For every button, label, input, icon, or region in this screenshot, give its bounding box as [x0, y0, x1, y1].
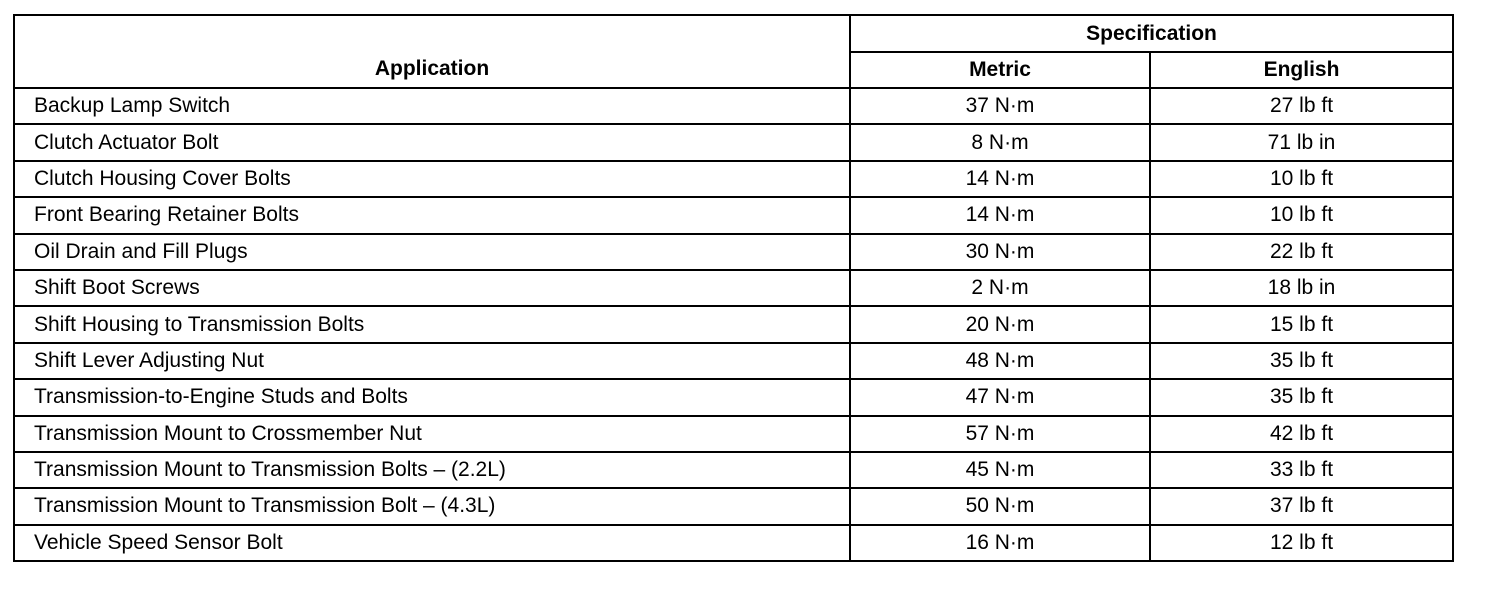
application-cell: Backup Lamp Switch	[14, 88, 850, 124]
english-value-cell: 33 lb ft	[1150, 452, 1453, 488]
application-cell: Transmission-to-Engine Studs and Bolts	[14, 379, 850, 415]
metric-value-cell: 8 N·m	[850, 124, 1150, 160]
table-row	[14, 488, 1453, 524]
application-cell: Transmission Mount to Transmission Bolt – (4.3L)	[14, 488, 850, 524]
english-value-cell: 18 lb in	[1150, 270, 1453, 306]
english-value-cell: 37 lb ft	[1150, 488, 1453, 524]
english-value-cell: 42 lb ft	[1150, 416, 1453, 452]
metric-value-cell: 57 N·m	[850, 416, 1150, 452]
metric-value-cell: 30 N·m	[850, 234, 1150, 270]
table-row	[14, 270, 1453, 306]
application-cell: Transmission Mount to Crossmember Nut	[14, 416, 850, 452]
english-value-cell: 22 lb ft	[1150, 234, 1453, 270]
table-row	[14, 525, 1453, 561]
metric-value-cell: 20 N·m	[850, 306, 1150, 342]
metric-value-cell: 14 N·m	[850, 197, 1150, 233]
table-row	[14, 124, 1453, 160]
table-row	[14, 343, 1453, 379]
application-cell: Shift Housing to Transmission Bolts	[14, 306, 850, 342]
table-row	[14, 452, 1453, 488]
specification-table	[13, 14, 1454, 562]
table-row	[14, 379, 1453, 415]
table-row	[14, 306, 1453, 342]
english-column-header: English	[1150, 52, 1453, 88]
metric-value-cell: 45 N·m	[850, 452, 1150, 488]
metric-value-cell: 48 N·m	[850, 343, 1150, 379]
table-header	[14, 15, 1453, 88]
application-column-header: Application	[14, 15, 850, 88]
application-cell: Shift Lever Adjusting Nut	[14, 343, 850, 379]
application-cell: Transmission Mount to Transmission Bolts – (2.2L)	[14, 452, 850, 488]
english-value-cell: 27 lb ft	[1150, 88, 1453, 124]
metric-value-cell: 37 N·m	[850, 88, 1150, 124]
application-cell: Clutch Actuator Bolt	[14, 124, 850, 160]
specification-column-header: Specification	[850, 15, 1453, 52]
metric-value-cell: 14 N·m	[850, 161, 1150, 197]
metric-value-cell: 47 N·m	[850, 379, 1150, 415]
english-value-cell: 71 lb in	[1150, 124, 1453, 160]
metric-column-header: Metric	[850, 52, 1150, 88]
application-cell: Clutch Housing Cover Bolts	[14, 161, 850, 197]
english-value-cell: 10 lb ft	[1150, 161, 1453, 197]
table-row	[14, 234, 1453, 270]
english-value-cell: 35 lb ft	[1150, 379, 1453, 415]
metric-value-cell: 2 N·m	[850, 270, 1150, 306]
english-value-cell: 10 lb ft	[1150, 197, 1453, 233]
english-value-cell: 35 lb ft	[1150, 343, 1453, 379]
application-cell: Vehicle Speed Sensor Bolt	[14, 525, 850, 561]
header-row-top	[14, 15, 1453, 52]
table-row	[14, 88, 1453, 124]
table-body	[14, 88, 1453, 561]
application-cell: Oil Drain and Fill Plugs	[14, 234, 850, 270]
english-value-cell: 12 lb ft	[1150, 525, 1453, 561]
english-value-cell: 15 lb ft	[1150, 306, 1453, 342]
application-cell: Shift Boot Screws	[14, 270, 850, 306]
table-row	[14, 416, 1453, 452]
application-cell: Front Bearing Retainer Bolts	[14, 197, 850, 233]
table-row	[14, 161, 1453, 197]
table-row	[14, 197, 1453, 233]
metric-value-cell: 50 N·m	[850, 488, 1150, 524]
metric-value-cell: 16 N·m	[850, 525, 1150, 561]
